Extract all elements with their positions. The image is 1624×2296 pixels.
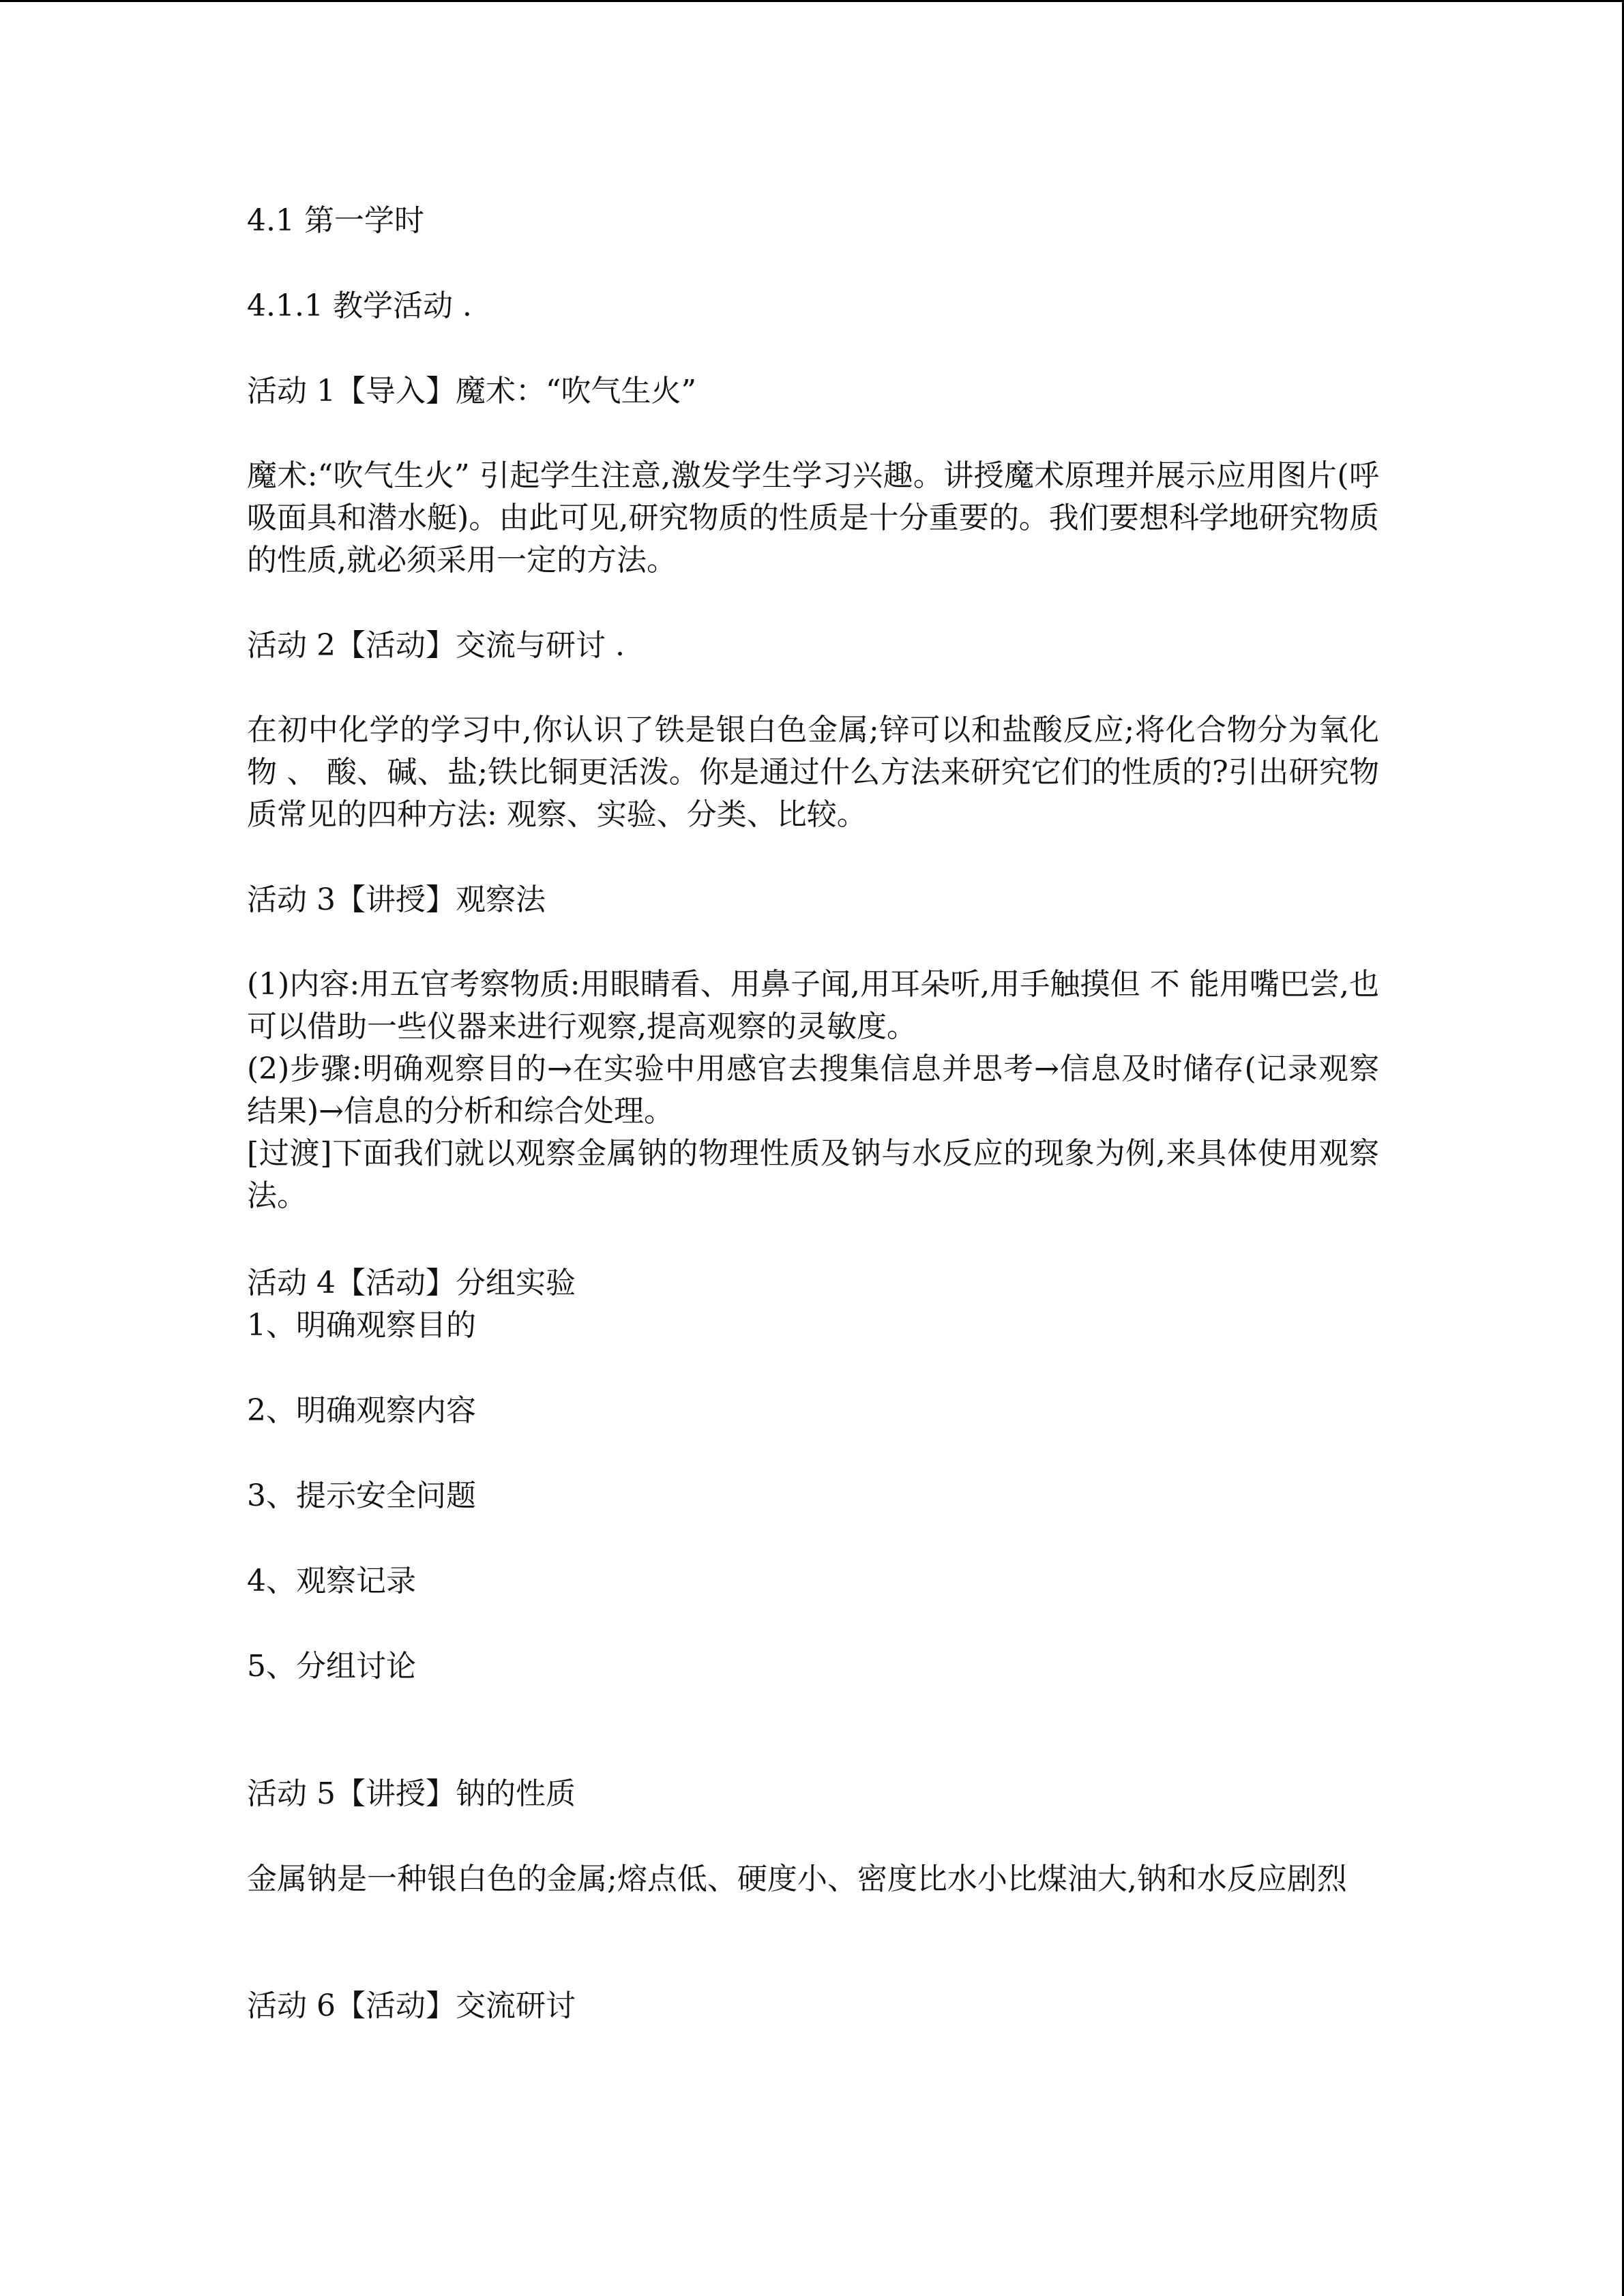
activity-5-paragraph: 金属钠是一种银白色的金属;熔点低、硬度小、密度比水小比煤油大,钠和水反应剧烈 xyxy=(247,1862,1347,1896)
activity-3-steps-paragraph: (2)步骤:明确观察目的→在实验中用感官去搜集信息并思考→信息及时储存(记录观察结果)→信息的分析和综合处理。 xyxy=(247,1052,1379,1129)
activity-4-item-3: 3、提示安全问题 xyxy=(247,1478,476,1513)
activity-6-title: 活动 6【活动】交流研讨 xyxy=(247,1988,576,2023)
activity-5-title: 活动 5【讲授】钠的性质 xyxy=(247,1776,576,1811)
activity-3-content-paragraph: (1)内容:用五官考察物质:用眼睛看、用鼻子闻,用耳朵听,用手触摸但 不 能用嘴巴尝,也可以借助一些仪器来进行观察,提高观察的灵敏度。 xyxy=(247,967,1379,1044)
activity-4-item-5: 5、分组讨论 xyxy=(247,1649,416,1684)
activity-4-item-1: 1、明确观察目的 xyxy=(247,1308,476,1343)
section-heading-4-1: 4.1 第一学时 xyxy=(247,203,424,238)
activity-1-title: 活动 1【导入】魔术：“吹气生火” xyxy=(247,374,696,408)
section-heading-4-1-1: 4.1.1 教学活动 . xyxy=(247,288,472,323)
activity-1-paragraph: 魔术:“吹气生火” 引起学生注意,激发学生学习兴趣。讲授魔术原理并展示应用图片(呼吸面具和潜水艇)。由此可见,研究物质的性质是十分重要的。我们要想科学地研究物质的性质,就必须采用一定的方法。 xyxy=(247,458,1379,578)
activity-4-title: 活动 4【活动】分组实验 xyxy=(247,1266,576,1300)
activity-4-item-4: 4、观察记录 xyxy=(247,1564,416,1598)
activity-3-transition-paragraph: [过渡]下面我们就以观察金属钠的物理性质及钠与水反应的现象为例,来具体使用观察法。 xyxy=(247,1136,1379,1213)
activity-4-item-2: 2、明确观察内容 xyxy=(247,1393,476,1428)
activity-2-paragraph: 在初中化学的学习中,你认识了铁是银白色金属;锌可以和盐酸反应;将化合物分为氧化物 、 酸、碱、盐;铁比铜更活泼。你是通过什么方法来研究它们的性质的?引出研究物质常见的四种方法: 观察、实验、分类、比较。 xyxy=(247,713,1379,832)
activity-3-title: 活动 3【讲授】观察法 xyxy=(247,882,546,917)
activity-2-title: 活动 2【活动】交流与研讨 . xyxy=(247,628,625,663)
